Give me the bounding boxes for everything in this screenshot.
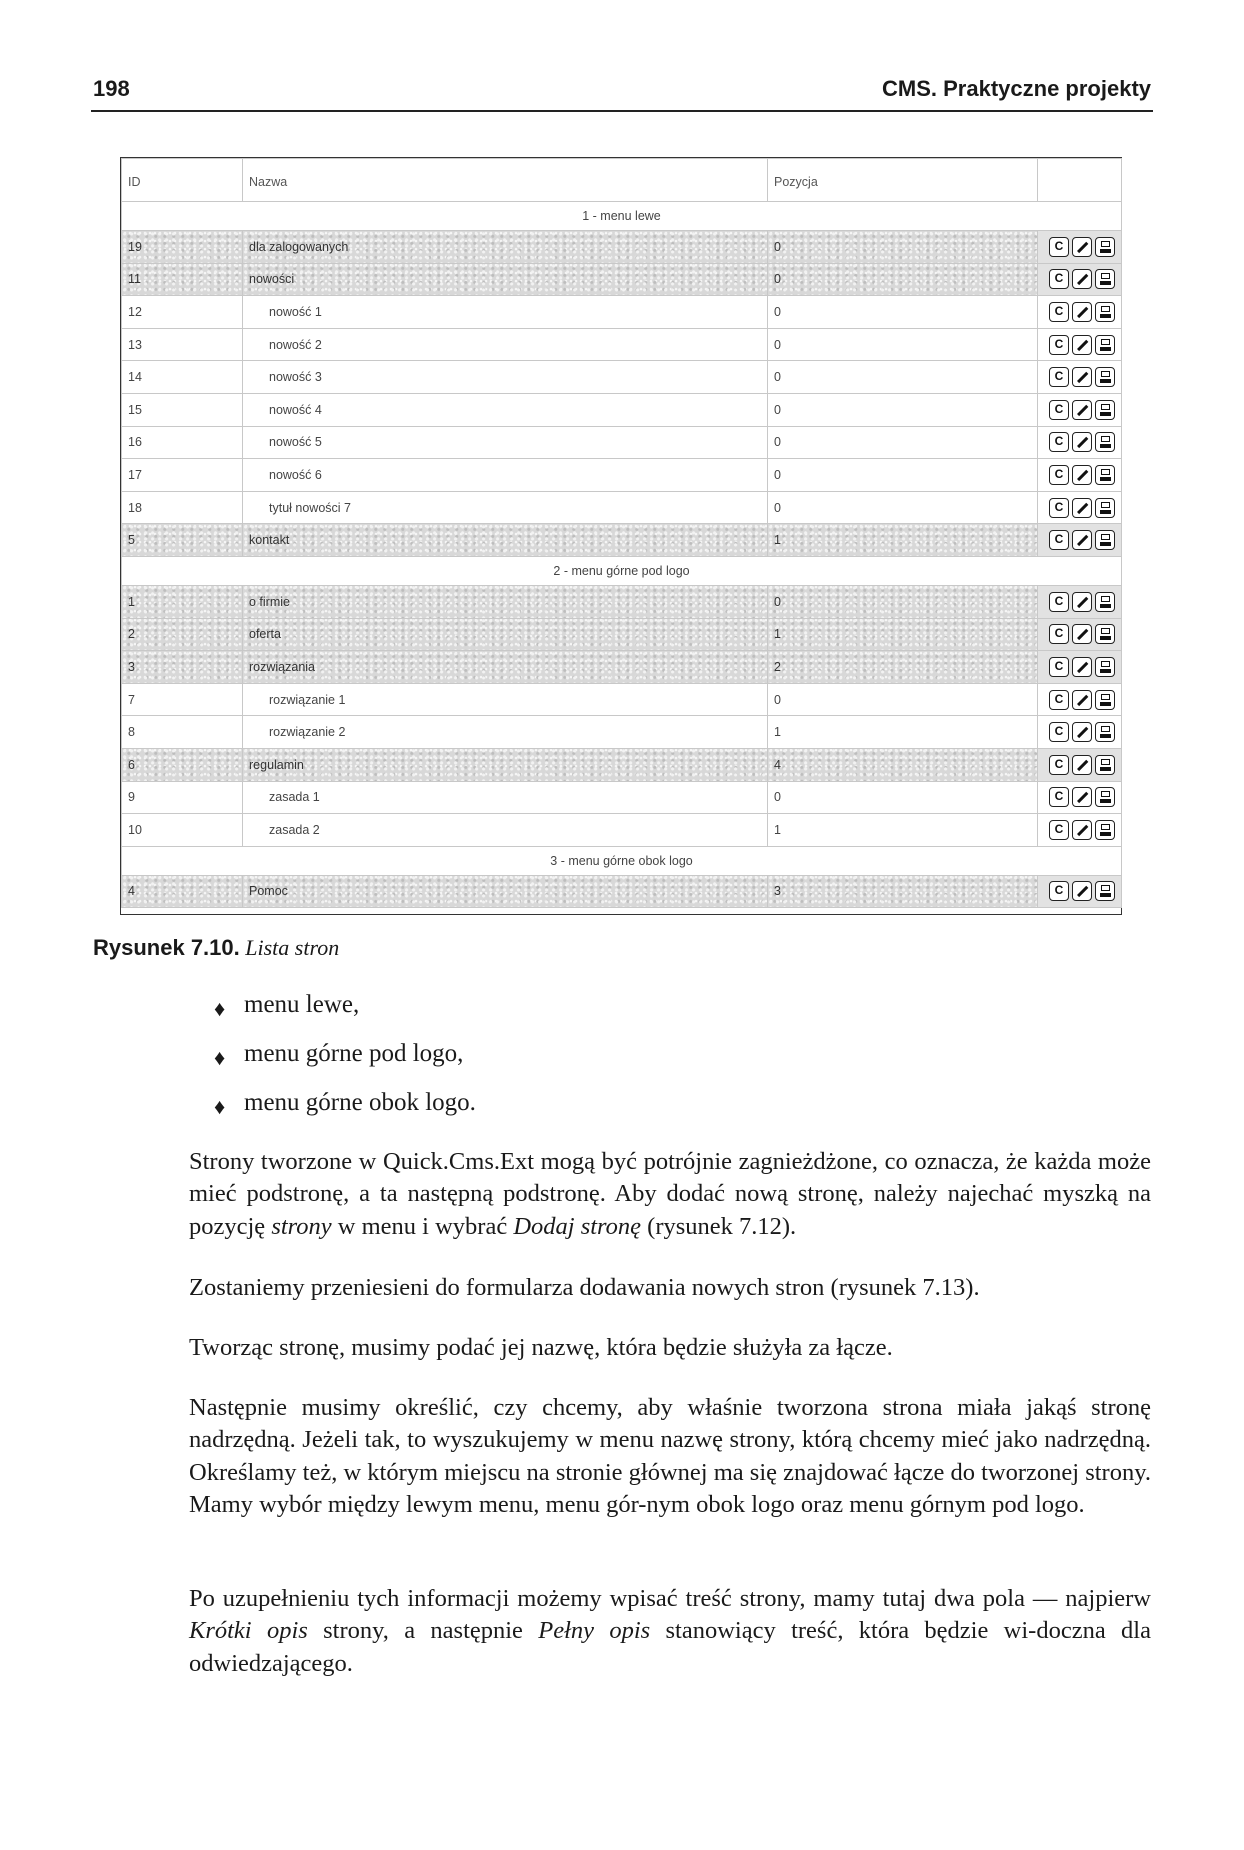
paragraph	[189, 1332, 1151, 1364]
table-row	[122, 716, 1122, 749]
edit-icon[interactable]	[1072, 335, 1092, 355]
emphasis-text: Pełny opis	[538, 1617, 651, 1645]
menu-group-row	[122, 846, 1122, 875]
list-item-text: menu górne obok logo.	[244, 1089, 476, 1116]
cell-position: 0	[768, 393, 1038, 426]
paragraph-text: strony, a następnie	[307, 1617, 539, 1645]
cell-name	[243, 263, 768, 296]
cell-actions	[1038, 231, 1122, 264]
edit-icon[interactable]	[1072, 592, 1092, 612]
paragraph	[189, 1146, 1151, 1243]
cell-position: 0	[768, 296, 1038, 329]
cell-name	[243, 393, 768, 426]
action-icons	[1049, 269, 1115, 289]
table-row	[122, 491, 1122, 524]
action-icons	[1049, 881, 1115, 901]
delete-icon[interactable]	[1095, 400, 1115, 420]
copy-icon[interactable]: C	[1049, 465, 1069, 485]
cell-name	[243, 651, 768, 684]
copy-icon[interactable]: C	[1049, 335, 1069, 355]
cell-name	[243, 361, 768, 394]
cell-actions	[1038, 524, 1122, 557]
cell-actions	[1038, 585, 1122, 618]
delete-icon[interactable]	[1095, 722, 1115, 742]
list-item-text: menu górne pod logo,	[244, 1040, 464, 1067]
cell-position: 2	[768, 651, 1038, 684]
emphasis-text: strony	[271, 1212, 332, 1240]
cell-position: 0	[768, 426, 1038, 459]
diamond-bullet-icon: ♦	[214, 1094, 226, 1119]
copy-icon[interactable]: C	[1049, 722, 1069, 742]
delete-icon[interactable]	[1095, 787, 1115, 807]
figure-page-list	[120, 157, 1122, 915]
edit-icon[interactable]	[1072, 367, 1092, 387]
cell-name	[243, 748, 768, 781]
cell-name	[243, 585, 768, 618]
delete-icon[interactable]	[1095, 657, 1115, 677]
cell-position: 1	[768, 716, 1038, 749]
copy-icon[interactable]: C	[1049, 624, 1069, 644]
cell-id: 2	[122, 618, 243, 651]
cell-name	[243, 459, 768, 492]
delete-icon[interactable]	[1095, 624, 1115, 644]
table-row	[122, 618, 1122, 651]
cell-id: 19	[122, 231, 243, 264]
cell-actions	[1038, 491, 1122, 524]
menu-group-title: 3 - menu górne obok logo	[122, 846, 1122, 875]
copy-icon[interactable]: C	[1049, 530, 1069, 550]
table-row	[122, 231, 1122, 264]
edit-icon[interactable]	[1072, 302, 1092, 322]
cell-position: 0	[768, 781, 1038, 814]
paragraph-text: Po uzupełnieniu tych informacji możemy wpisać treść strony, mamy tutaj dwa pola — najpierw	[189, 1585, 1151, 1612]
delete-icon[interactable]	[1095, 530, 1115, 550]
table-row	[122, 361, 1122, 394]
table-row	[122, 875, 1122, 908]
column-header-id: ID	[122, 159, 243, 202]
cell-actions	[1038, 716, 1122, 749]
page-name-link[interactable]: rozwiązania	[249, 659, 316, 674]
edit-icon[interactable]	[1072, 269, 1092, 289]
copy-icon[interactable]: C	[1049, 690, 1069, 710]
edit-icon[interactable]	[1072, 820, 1092, 840]
page-name-link[interactable]: rozwiązanie 2	[269, 725, 346, 740]
edit-icon[interactable]	[1072, 755, 1092, 775]
edit-icon[interactable]	[1072, 432, 1092, 452]
list-item-text: menu lewe,	[244, 991, 360, 1018]
cell-id: 9	[122, 781, 243, 814]
diamond-bullet-icon: ♦	[214, 996, 226, 1021]
cell-actions	[1038, 393, 1122, 426]
copy-icon[interactable]: C	[1049, 432, 1069, 452]
table-row	[122, 524, 1122, 557]
paragraph	[189, 1392, 1151, 1521]
cell-position: 0	[768, 263, 1038, 296]
action-icons	[1049, 657, 1115, 677]
delete-icon[interactable]	[1095, 269, 1115, 289]
cell-name	[243, 618, 768, 651]
copy-icon[interactable]: C	[1049, 400, 1069, 420]
delete-icon[interactable]	[1095, 367, 1115, 387]
page-name-link[interactable]: regulamin	[249, 757, 304, 772]
page-name-link[interactable]: rozwiązanie 1	[269, 692, 346, 707]
copy-icon[interactable]: C	[1049, 269, 1069, 289]
page-name-link[interactable]: nowość 1	[269, 304, 322, 319]
menu-group-title: 1 - menu lewe	[122, 202, 1122, 231]
cell-position: 1	[768, 618, 1038, 651]
column-header-position: Pozycja	[768, 159, 1038, 202]
table-row	[122, 393, 1122, 426]
caption-title: Lista stron	[245, 935, 340, 960]
list-item	[210, 990, 476, 1039]
paragraph-text: stanowiący treść, która będzie wi-doczna dla odwiedzającego.	[189, 1617, 1151, 1677]
edit-icon[interactable]	[1072, 690, 1092, 710]
cell-position: 1	[768, 524, 1038, 557]
cell-actions	[1038, 296, 1122, 329]
cell-id: 16	[122, 426, 243, 459]
cell-name	[243, 491, 768, 524]
delete-icon[interactable]	[1095, 335, 1115, 355]
page-name-link[interactable]: o firmie	[249, 594, 290, 609]
table-row	[122, 814, 1122, 847]
action-icons	[1049, 498, 1115, 518]
cell-name	[243, 296, 768, 329]
delete-icon[interactable]	[1095, 432, 1115, 452]
cell-id: 13	[122, 328, 243, 361]
delete-icon[interactable]	[1095, 881, 1115, 901]
paragraph-text: w menu i wybrać	[331, 1212, 514, 1240]
paragraph-text: (rysunek 7.12).	[641, 1212, 797, 1240]
menu-group-row	[122, 556, 1122, 585]
copy-icon[interactable]: C	[1049, 592, 1069, 612]
action-icons	[1049, 432, 1115, 452]
menu-group-title: 2 - menu górne pod logo	[122, 556, 1122, 585]
delete-icon[interactable]	[1095, 755, 1115, 775]
cell-id: 7	[122, 683, 243, 716]
page-name-link[interactable]: nowość 2	[269, 337, 322, 352]
menu-group-row	[122, 202, 1122, 231]
paragraph	[189, 1583, 1151, 1680]
cell-position: 0	[768, 491, 1038, 524]
cell-id: 10	[122, 814, 243, 847]
cell-position: 1	[768, 814, 1038, 847]
cell-position: 0	[768, 459, 1038, 492]
page-name-link[interactable]: zasada 1	[269, 790, 320, 805]
page-name-link[interactable]: nowość 3	[269, 370, 322, 385]
delete-icon[interactable]	[1095, 465, 1115, 485]
edit-icon[interactable]	[1072, 624, 1092, 644]
cell-actions	[1038, 618, 1122, 651]
copy-icon[interactable]: C	[1049, 755, 1069, 775]
cell-id: 4	[122, 875, 243, 908]
edit-icon[interactable]	[1072, 400, 1092, 420]
action-icons	[1049, 237, 1115, 257]
figure-caption	[93, 935, 339, 961]
cell-id: 14	[122, 361, 243, 394]
cell-actions	[1038, 651, 1122, 684]
paragraph-text: Następnie musimy określić, czy chcemy, aby właśnie tworzona strona miała jakąś stronę nadrzędną. Jeżeli tak, to wyszukujemy w menu nazwę strony, którą chcemy mieć jako nadrzędną. Określamy też, w którym miejscu na stronie głównej ma się znajdować łącze do tworzonej strony. Mamy wybór między lewym menu, menu gór-nym obok logo oraz menu górnym pod logo.	[189, 1394, 1151, 1518]
cell-position: 3	[768, 875, 1038, 908]
cell-name	[243, 814, 768, 847]
cell-actions	[1038, 748, 1122, 781]
cell-name	[243, 328, 768, 361]
cell-name	[243, 716, 768, 749]
page-name-link[interactable]: nowości	[249, 272, 295, 287]
edit-icon[interactable]	[1072, 498, 1092, 518]
list-item	[210, 1088, 476, 1137]
cell-name	[243, 231, 768, 264]
table-body	[122, 202, 1122, 908]
paragraph-text: Strony tworzone w Quick.Cms.Ext mogą być potrójnie zagnieżdżone, co oznacza, że każda może mieć podstronę, a ta następną podstronę. Aby dodać nową stronę, należy najechać myszką na pozycję	[189, 1148, 1151, 1240]
cell-id: 1	[122, 585, 243, 618]
action-icons	[1049, 690, 1115, 710]
cell-id: 11	[122, 263, 243, 296]
page-name-link[interactable]: nowość 4	[269, 402, 322, 417]
delete-icon[interactable]	[1095, 690, 1115, 710]
action-icons	[1049, 624, 1115, 644]
page-number: 198	[93, 76, 130, 101]
action-icons	[1049, 820, 1115, 840]
cell-position: 0	[768, 328, 1038, 361]
cell-id: 12	[122, 296, 243, 329]
page-name-link[interactable]: zasada 2	[269, 822, 320, 837]
action-icons	[1049, 302, 1115, 322]
caption-label: Rysunek 7.10.	[93, 935, 240, 960]
paragraph-text: Zostaniemy przeniesieni do formularza dodawania nowych stron (rysunek 7.13).	[189, 1274, 980, 1301]
action-icons	[1049, 335, 1115, 355]
cell-actions	[1038, 459, 1122, 492]
copy-icon[interactable]: C	[1049, 367, 1069, 387]
copy-icon[interactable]: C	[1049, 820, 1069, 840]
action-icons	[1049, 400, 1115, 420]
table-row	[122, 426, 1122, 459]
edit-icon[interactable]	[1072, 465, 1092, 485]
cell-actions	[1038, 328, 1122, 361]
action-icons	[1049, 367, 1115, 387]
cell-position: 4	[768, 748, 1038, 781]
copy-icon[interactable]: C	[1049, 657, 1069, 677]
action-icons	[1049, 787, 1115, 807]
edit-icon[interactable]	[1072, 237, 1092, 257]
paragraph-text: Tworząc stronę, musimy podać jej nazwę, która będzie służyła za łącze.	[189, 1334, 893, 1361]
edit-icon[interactable]	[1072, 787, 1092, 807]
action-icons	[1049, 465, 1115, 485]
cell-id: 18	[122, 491, 243, 524]
cell-name	[243, 781, 768, 814]
edit-icon[interactable]	[1072, 657, 1092, 677]
cell-actions	[1038, 426, 1122, 459]
cell-actions	[1038, 683, 1122, 716]
cell-id: 5	[122, 524, 243, 557]
emphasis-text: Dodaj stronę	[513, 1212, 642, 1240]
bullet-list	[210, 990, 476, 1137]
cell-name	[243, 426, 768, 459]
page-name-link[interactable]: tytuł nowości 7	[269, 500, 351, 515]
delete-icon[interactable]	[1095, 820, 1115, 840]
page-name-link[interactable]: nowość 5	[269, 435, 322, 450]
delete-icon[interactable]	[1095, 498, 1115, 518]
table-row	[122, 781, 1122, 814]
cell-id: 3	[122, 651, 243, 684]
table-header-row	[122, 159, 1122, 202]
table-row	[122, 459, 1122, 492]
paragraph	[189, 1272, 1151, 1304]
edit-icon[interactable]	[1072, 722, 1092, 742]
page-name-link[interactable]: dla zalogowanych	[249, 239, 349, 254]
running-header	[91, 72, 1153, 112]
cell-position: 0	[768, 361, 1038, 394]
delete-icon[interactable]	[1095, 592, 1115, 612]
cell-actions	[1038, 263, 1122, 296]
cell-name	[243, 875, 768, 908]
cell-name	[243, 524, 768, 557]
copy-icon[interactable]: C	[1049, 237, 1069, 257]
copy-icon[interactable]: C	[1049, 881, 1069, 901]
table-row	[122, 296, 1122, 329]
cell-id: 8	[122, 716, 243, 749]
table-row	[122, 748, 1122, 781]
cell-id: 17	[122, 459, 243, 492]
cell-actions	[1038, 781, 1122, 814]
cell-actions	[1038, 814, 1122, 847]
copy-icon[interactable]: C	[1049, 302, 1069, 322]
delete-icon[interactable]	[1095, 302, 1115, 322]
edit-icon[interactable]	[1072, 530, 1092, 550]
page-name-link[interactable]: nowość 6	[269, 467, 322, 482]
copy-icon[interactable]: C	[1049, 498, 1069, 518]
table-row	[122, 651, 1122, 684]
table-row	[122, 585, 1122, 618]
cell-id: 15	[122, 393, 243, 426]
delete-icon[interactable]	[1095, 237, 1115, 257]
table-row	[122, 683, 1122, 716]
table-row	[122, 263, 1122, 296]
pages-table	[121, 158, 1122, 908]
running-title: CMS. Praktyczne projekty	[882, 76, 1151, 101]
cell-actions	[1038, 361, 1122, 394]
cell-position: 0	[768, 585, 1038, 618]
page-name-link[interactable]: Pomoc	[249, 884, 288, 899]
column-header-actions	[1038, 159, 1122, 202]
page-name-link[interactable]: oferta	[249, 627, 281, 642]
page-name-link[interactable]: kontakt	[249, 533, 290, 548]
diamond-bullet-icon: ♦	[214, 1045, 226, 1070]
action-icons	[1049, 755, 1115, 775]
column-header-name: Nazwa	[243, 159, 768, 202]
list-item	[210, 1039, 476, 1088]
cell-name	[243, 683, 768, 716]
copy-icon[interactable]: C	[1049, 787, 1069, 807]
action-icons	[1049, 592, 1115, 612]
cell-position: 0	[768, 683, 1038, 716]
cell-actions	[1038, 875, 1122, 908]
table-row	[122, 328, 1122, 361]
emphasis-text: Krótki opis	[189, 1617, 308, 1645]
cell-id: 6	[122, 748, 243, 781]
action-icons	[1049, 722, 1115, 742]
edit-icon[interactable]	[1072, 881, 1092, 901]
action-icons	[1049, 530, 1115, 550]
cell-position: 0	[768, 231, 1038, 264]
